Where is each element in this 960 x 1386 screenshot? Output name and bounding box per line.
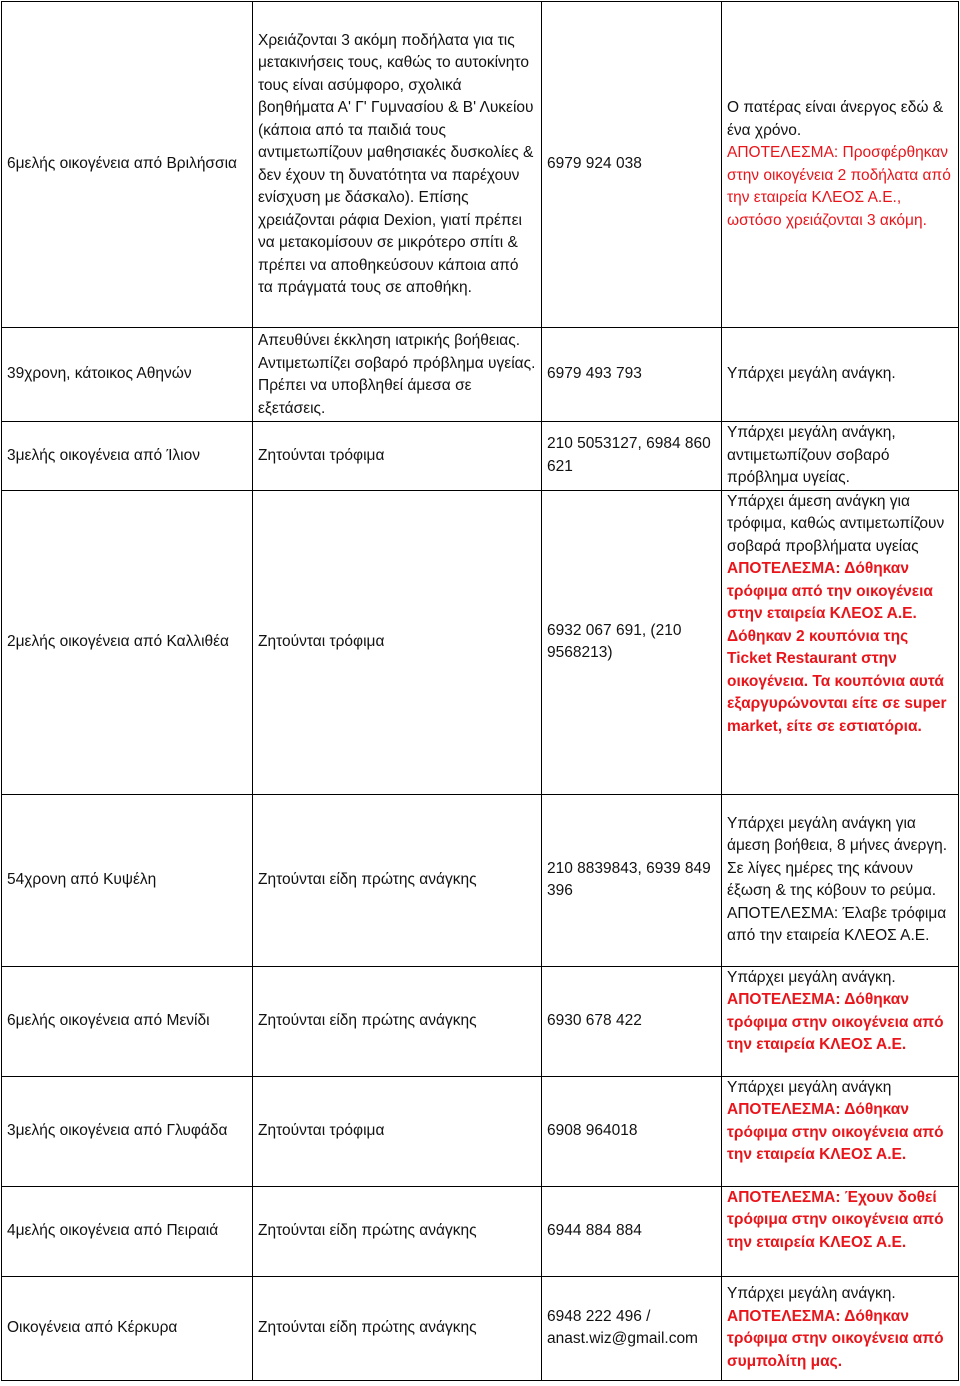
table-row [2,328,959,422]
table-row [2,966,959,1076]
table-row [2,490,959,794]
result-note: ΑΠΟΤΕΛΕΣΜΑ: Δόθηκαν τρόφιμα από την οικογένεια στην εταιρεία ΚΛΕΟΣ Α.Ε. Δόθηκαν 2 κουπόνια της Ticket Restaurant στην οικογένεια. Τα κουπόνια αυτά εξαργυρώνονται είτε σε super market, είτε σε εστιατόρια. [727,560,947,735]
result-note: ΑΠΟΤΕΛΕΣΜΑ: Δόθηκαν τρόφιμα στην οικογένεια από την εταιρεία ΚΛΕΟΣ Α.Ε. [727,1101,944,1163]
family-cell: 39χρονη, κάτοικος Αθηνών [2,328,253,422]
result-note: ΑΠΟΤΕΛΕΣΜΑ: Δόθηκαν τρόφιμα στην οικογένεια από την εταιρεία ΚΛΕΟΣ Α.Ε. [727,991,944,1053]
status-note: Υπάρχει άμεση ανάγκη για τρόφιμα, καθώς αντιμετωπίζουν σοβαρά προβλήματα υγείας [727,492,945,555]
status-note: Ο πατέρας είναι άνεργος εδώ & ένα χρόνο. [727,99,944,139]
status-note: Υπάρχει μεγάλη ανάγκη. [727,968,896,986]
table-row [2,2,959,328]
needs-cell: Ζητούνται τρόφιμα [253,490,542,794]
phone-cell: 6948 222 496 / anast.wiz@gmail.com [542,1276,722,1380]
phone-cell: 6979 924 038 [542,2,722,328]
status-cell [722,1076,959,1186]
phone-cell: 6908 964018 [542,1076,722,1186]
result-note: ΑΠΟΤΕΛΕΣΜΑ: Δόθηκαν τρόφιμα στην οικογένεια από συμπολίτη μας. [727,1307,944,1370]
phone-cell: 6930 678 422 [542,966,722,1076]
family-cell: 2μελής οικογένεια από Καλλιθέα [2,490,253,794]
table-row [2,794,959,966]
needs-cell: Ζητούνται είδη πρώτης ανάγκης [253,1186,542,1276]
table-row [2,1186,959,1276]
needs-cell: Ζητούνται τρόφιμα [253,422,542,491]
family-cell: 6μελής οικογένεια από Βριλήσσια [2,2,253,328]
status-cell [722,422,959,491]
status-note: Υπάρχει μεγάλη ανάγκη, αντιμετωπίζουν σοβαρό πρόβλημα υγείας. [727,424,896,486]
result-note: ΑΠΟΤΕΛΕΣΜΑ: Έχουν δοθεί τρόφιμα στην οικογένεια από την εταιρεία ΚΛΕΟΣ Α.Ε. [727,1188,944,1251]
status-cell [722,328,959,422]
table-row [2,422,959,491]
table-row [2,1076,959,1186]
phone-cell: 6932 067 691, (210 9568213) [542,490,722,794]
needs-cell: Ζητούνται τρόφιμα [253,1076,542,1186]
status-note: Υπάρχει μεγάλη ανάγκη. [727,365,896,383]
phone-cell: 210 5053127, 6984 860 621 [542,422,722,491]
status-cell [722,2,959,328]
needs-table [1,1,959,1381]
status-cell [722,1186,959,1276]
status-cell [722,490,959,794]
needs-cell: Ζητούνται είδη πρώτης ανάγκης [253,794,542,966]
status-cell [722,966,959,1076]
family-cell: 54χρονη από Κυψέλη [2,794,253,966]
family-cell: 3μελής οικογένεια από Γλυφάδα [2,1076,253,1186]
status-cell [722,794,959,966]
status-cell [722,1276,959,1380]
needs-cell: Χρειάζονται 3 ακόμη ποδήλατα για τις μετακινήσεις τους, καθώς το αυτοκίνητο τους είναι ασύμφορο, σχολικά βοηθήματα Α' Γ' Γυμνασίου & Β' Λυκείου (κάποια από τα παιδιά τους αντιμετωπίζουν μαθησιακές δυσκολίες & δεν έχουν τη δυνατότητα να παρέχουν ενίσχυση με δάσκαλο). Επίσης χρειάζονται ράφια Dexion, γιατί πρέπει να μετακομίσουν σε μικρότερο σπίτι & πρέπει να αποθηκεύσουν κάποια από τα πράγματά τους σε αποθήκη. [253,2,542,328]
result-note: ΑΠΟΤΕΛΕΣΜΑ: Προσφέρθηκαν στην οικογένεια 2 ποδήλατα από την εταιρεία ΚΛΕΟΣ Α.Ε., ωστόσο χρειάζονται 3 ακόμη. [727,144,951,229]
needs-cell: Ζητούνται είδη πρώτης ανάγκης [253,966,542,1076]
family-cell: 4μελής οικογένεια από Πειραιά [2,1186,253,1276]
needs-cell: Απευθύνει έκκληση ιατρικής βοήθειας. Αντιμετωπίζει σοβαρό πρόβλημα υγείας. Πρέπει να υποβληθεί άμεσα σε εξετάσεις. [253,328,542,422]
status-note: Υπάρχει μεγάλη ανάγκη. [727,1285,896,1302]
needs-cell: Ζητούνται είδη πρώτης ανάγκης [253,1276,542,1380]
family-cell: 6μελής οικογένεια από Μενίδι [2,966,253,1076]
phone-cell: 6944 884 884 [542,1186,722,1276]
status-note: Υπάρχει μεγάλη ανάγκη [727,1078,892,1096]
family-cell: 3μελής οικογένεια από Ίλιον [2,422,253,491]
table-row [2,1276,959,1380]
family-cell: Οικογένεια από Κέρκυρα [2,1276,253,1380]
phone-cell: 210 8839843, 6939 849 396 [542,794,722,966]
status-note: Υπάρχει μεγάλη ανάγκη για άμεση βοήθεια, 8 μήνες άνεργη. Σε λίγες ημέρες της κάνουν έξωση & της κόβουν το ρεύμα. ΑΠΟΤΕΛΕΣΜΑ: Έλαβε τρόφιμα από την εταιρεία ΚΛΕΟΣ Α.Ε. [727,814,948,944]
phone-cell: 6979 493 793 [542,328,722,422]
